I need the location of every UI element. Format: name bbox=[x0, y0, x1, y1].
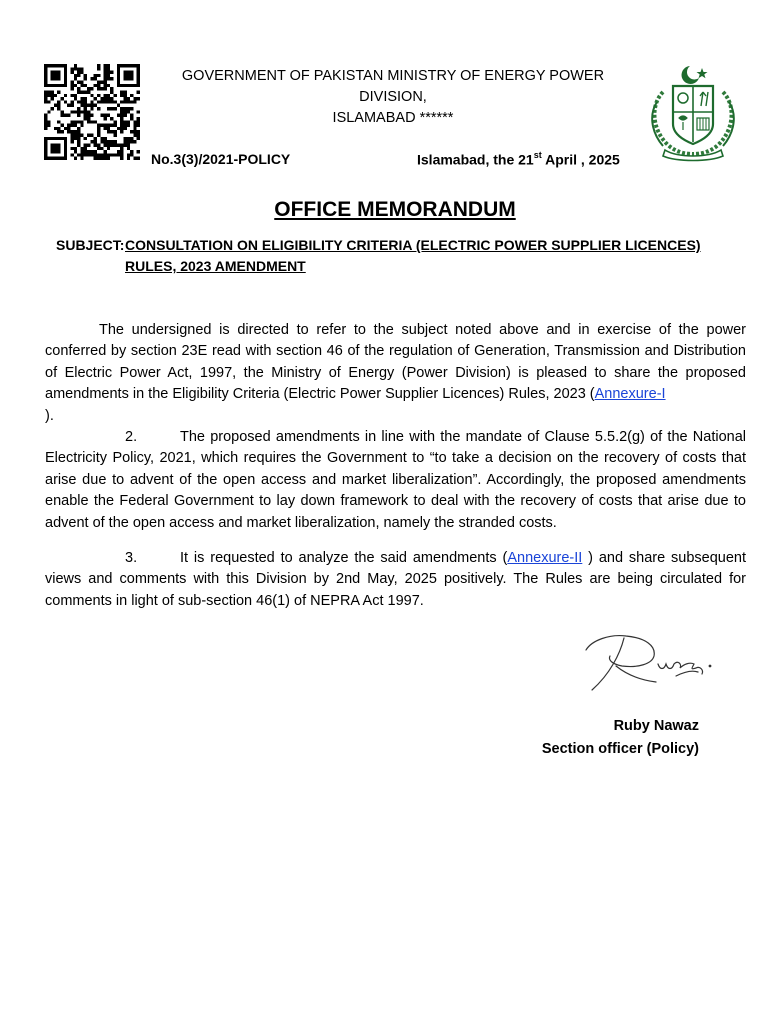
ministry-header bbox=[150, 66, 636, 129]
annexure-2-link[interactable]: Annexure-II bbox=[507, 550, 583, 566]
signatory-name: Ruby Nawaz bbox=[613, 718, 699, 734]
reference-number: No.3(3)/2021-POLICY bbox=[151, 151, 291, 167]
date-suffix: April , 2025 bbox=[541, 151, 620, 168]
paragraph-1-end: ). bbox=[45, 407, 54, 424]
paragraph-3-end: ) and share subsequent views and comments with this Division by 2nd May, 2025 positively. The Rules are being circulated for comments in light of sub-section 46(1) of NEPRA Act 1997. bbox=[45, 550, 746, 609]
subject-label: SUBJECT: bbox=[56, 237, 125, 253]
paragraph-3 bbox=[45, 548, 746, 612]
signatory-designation: Section officer (Policy) bbox=[541, 741, 699, 757]
handwritten-signature-icon bbox=[580, 630, 720, 698]
government-emblem-icon bbox=[645, 62, 741, 162]
qr-code-icon bbox=[44, 63, 140, 161]
date-line bbox=[417, 151, 620, 168]
ministry-header-line1: GOVERNMENT OF PAKISTAN MINISTRY OF ENERGY POWER DIVISION, bbox=[181, 68, 605, 105]
paragraph-2 bbox=[45, 427, 746, 534]
paragraph-2-text: The proposed amendments in line with the mandate of Clause 5.5.2(g) of the National Electricity Policy, 2021, which requires the Government to “to take a decision on the recovery of costs that arise due to advent of the open access and market liberalization”. Accordingly, the proposed amendments enable the Federal Government to lay down framework to deal with the recovery of costs that arise due to advent of the open access and market liberalization, namely the stranded costs. bbox=[45, 429, 746, 531]
paragraph-1 bbox=[45, 320, 746, 427]
paragraph-1-text: The undersigned is directed to refer to the subject noted above and in exercise of the power conferred by section 23E read with section 46 of the regulation of Generation, Transmission and Distribution of Electric Power Act, 1997, the Ministry of Energy (Power Division) is pleased to share the proposed amendments in the Eligibility Criteria (Electric Power Supplier Licences) Rules, 2023 ( bbox=[45, 322, 746, 403]
subject-text: CONSULTATION ON ELIGIBILITY CRITERIA (ELECTRIC POWER SUPPLIER LICENCES) RULES, 2023 AMENDMENT bbox=[125, 237, 701, 274]
date-ordinal-suffix: st bbox=[533, 150, 542, 160]
annexure-1-link[interactable]: Annexure-I bbox=[594, 386, 666, 403]
paragraph-3-text: It is requested to analyze the said amendments ( bbox=[180, 550, 508, 566]
ministry-header-line2: ISLAMABAD ****** bbox=[332, 110, 454, 126]
date-prefix: Islamabad, the 21 bbox=[417, 151, 534, 168]
document-title: OFFICE MEMORANDUM bbox=[274, 198, 516, 221]
paragraph-2-number: 2. bbox=[125, 429, 138, 445]
paragraph-3-number: 3. bbox=[125, 550, 138, 566]
